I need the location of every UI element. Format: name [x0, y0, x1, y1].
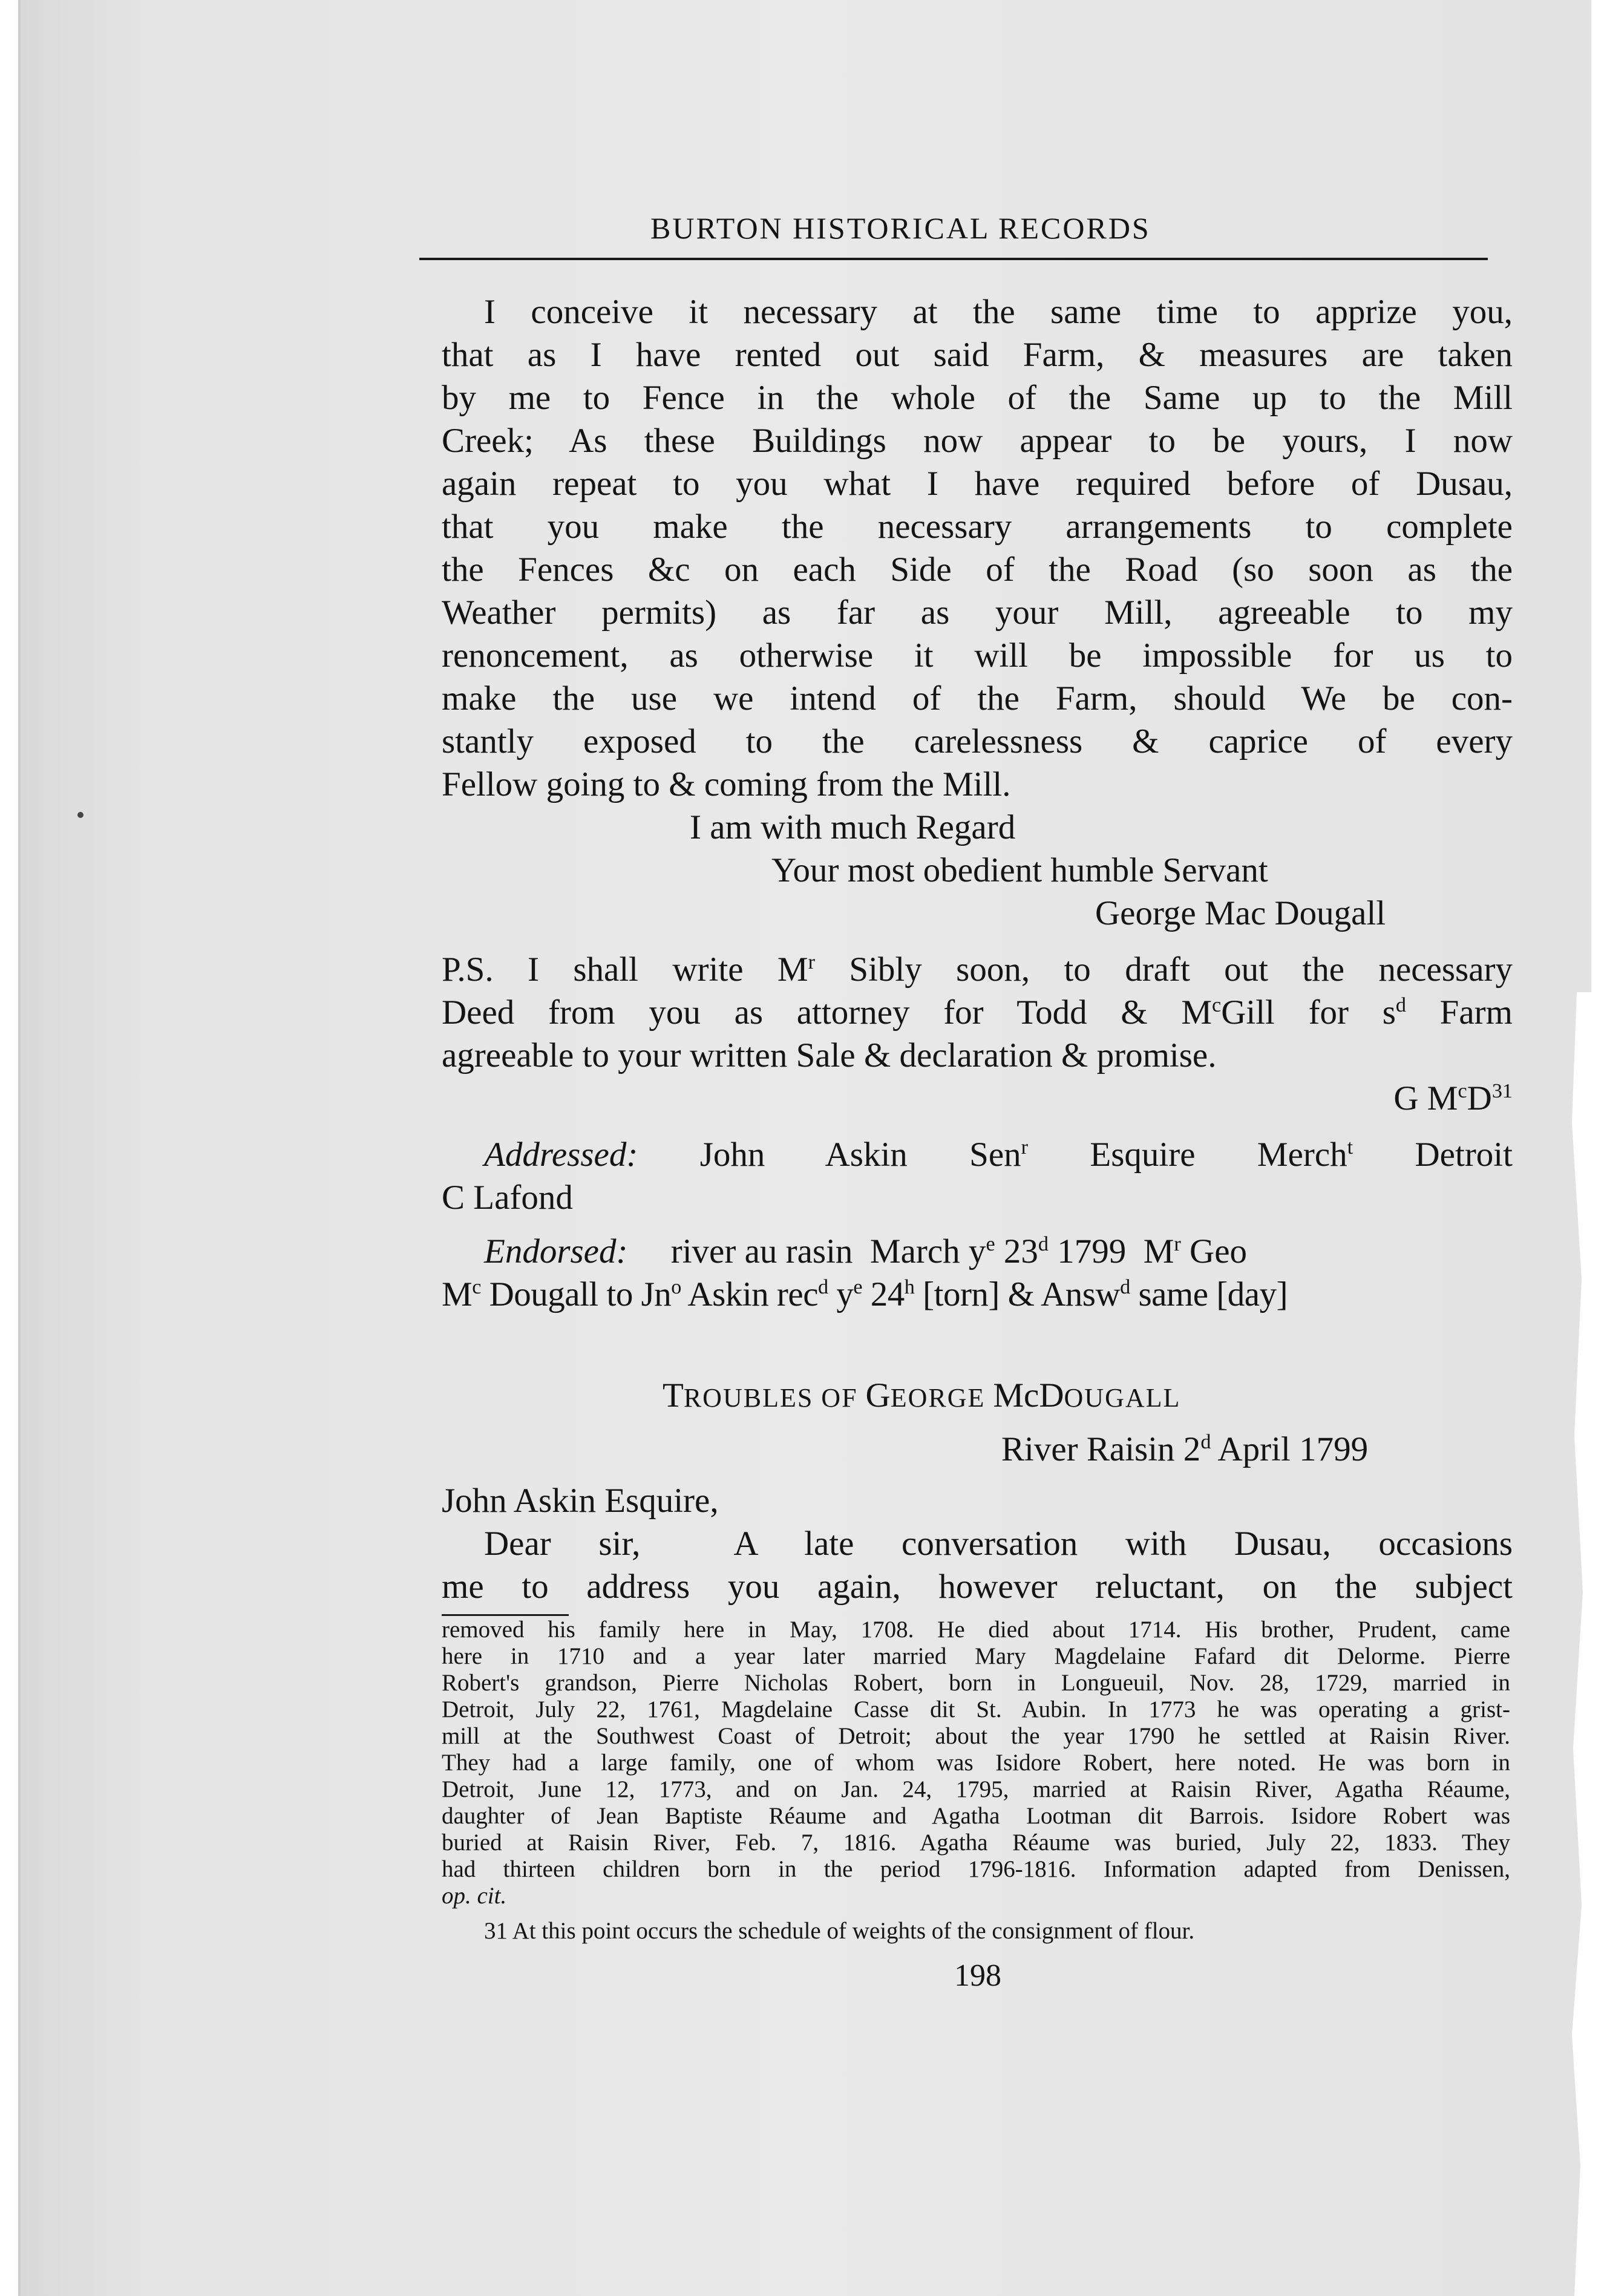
footnote-line: had thirteen children born in the period 1796-1816. Information adapted from Denissen,	[442, 1856, 1510, 1882]
text-line: I conceive it necessary at the same time to apprize you,	[484, 293, 1513, 331]
text-line: the Fences &c on each Side of the Road (so soon as the	[442, 551, 1513, 589]
postscript-line: agreeable to your written Sale & declaration & promise.	[442, 1036, 1217, 1074]
torn-page-edge	[1567, 992, 1591, 2296]
section-title: TROUBLES OF GEORGE McDOUGALL	[663, 1376, 1181, 1415]
running-head: BURTON HISTORICAL RECORDS	[650, 211, 1151, 245]
addressed-line-2: C Lafond	[442, 1179, 573, 1217]
text-line: Dear sir, A late conversation with Dusau, occasions	[484, 1525, 1513, 1563]
text-line: Weather permits) as far as your Mill, agreeable to my	[442, 594, 1513, 632]
postscript-signature: G $M^cD^{31}$	[1393, 1079, 1513, 1117]
body-text	[442, 290, 1513, 1608]
footnote-line: removed his family here in May, 1708. He died about 1714. His brother, Prudent, came	[442, 1617, 1510, 1643]
text-line: again repeat to you what I have required before of Dusau,	[442, 465, 1513, 503]
footnote-line: here in 1710 and a year later married Mary Magdelaine Fafard dit Delorme. Pierre	[442, 1643, 1510, 1669]
text-line: Creek; As these Buildings now appear to be yours, I now	[442, 422, 1513, 460]
dateline: River Raisin 2$^d$ April 1799	[1001, 1430, 1369, 1468]
footnote-line: mill at the Southwest Coast of Detroit; about the year 1790 he settled at Raisin River.	[442, 1723, 1510, 1749]
footnote-line: They had a large family, one of whom was Isidore Robert, here noted. He was born in	[442, 1750, 1510, 1776]
postscript-line: P.S. I shall write $M^r$ Sibly soon, to draft out the necessary	[442, 950, 1513, 989]
postscript-line: Deed from you as attorney for Todd & $M^cGill$ for $s^d$ Farm	[442, 993, 1513, 1032]
signature: George Mac Dougall	[1095, 894, 1386, 932]
text-line: renoncement, as otherwise it will be impossible for us to	[442, 636, 1513, 675]
footnotes	[442, 1611, 1510, 1968]
text-line: make the use we intend of the Farm, should We be con-	[442, 679, 1513, 718]
text-line: me to address you again, however reluctant, on the subject	[442, 1568, 1513, 1606]
page-number: 198	[954, 1958, 1001, 1993]
footnote-line: op. cit.	[442, 1883, 507, 1909]
addressed-line: Addressed: John Askin Sen$^r$ Esquire Merch$^t$ Detroit	[484, 1136, 1513, 1174]
text-line: stantly exposed to the carelessness & caprice of every	[442, 722, 1513, 760]
footnote-31: 31 At this point occurs the schedule of weights of the consignment of flour.	[484, 1918, 1195, 1944]
text-line: that as I have rented out said Farm, & measures are taken	[442, 336, 1513, 374]
closing-regard: I am with much Regard	[690, 808, 1016, 846]
footnote-line: Detroit, June 12, 1773, and on Jan. 24, 1795, married at Raisin River, Agatha Réaume,	[442, 1776, 1510, 1802]
salutation: John Askin Esquire,	[442, 1482, 719, 1520]
footnote-line: Detroit, July 22, 1761, Magdelaine Casse dit St. Aubin. In 1773 he was operating a grist-	[442, 1696, 1510, 1722]
speck	[77, 812, 83, 818]
endorsed-line: Endorsed: river au rasin March $y^e$ 23$^d$ 1799 $M^r$ Geo	[484, 1232, 1248, 1271]
text-line: that you make the necessary arrangements to complete	[442, 508, 1513, 546]
endorsed-line-2: $M^c$ Dougall to Jn$^o$ Askin rec$^d$ $y^e$ 24$^h$ [torn] & Answ$^d$ same [day]	[442, 1275, 1288, 1313]
header-rule	[419, 258, 1488, 260]
footnote-line: buried at Raisin River, Feb. 7, 1816. Agatha Réaume was buried, July 22, 1833. They	[442, 1830, 1510, 1856]
text-line: Fellow going to & coming from the Mill.	[442, 765, 1011, 803]
footnote-line: Robert's grandson, Pierre Nicholas Robert, born in Longueuil, Nov. 28, 1729, married in	[442, 1670, 1510, 1696]
closing-servant: Your most obedient humble Servant	[771, 851, 1268, 889]
footnote-line: daughter of Jean Baptiste Réaume and Agatha Lootman dit Barrois. Isidore Robert was	[442, 1803, 1510, 1829]
text-line: by me to Fence in the whole of the Same up to the Mill	[442, 379, 1513, 417]
